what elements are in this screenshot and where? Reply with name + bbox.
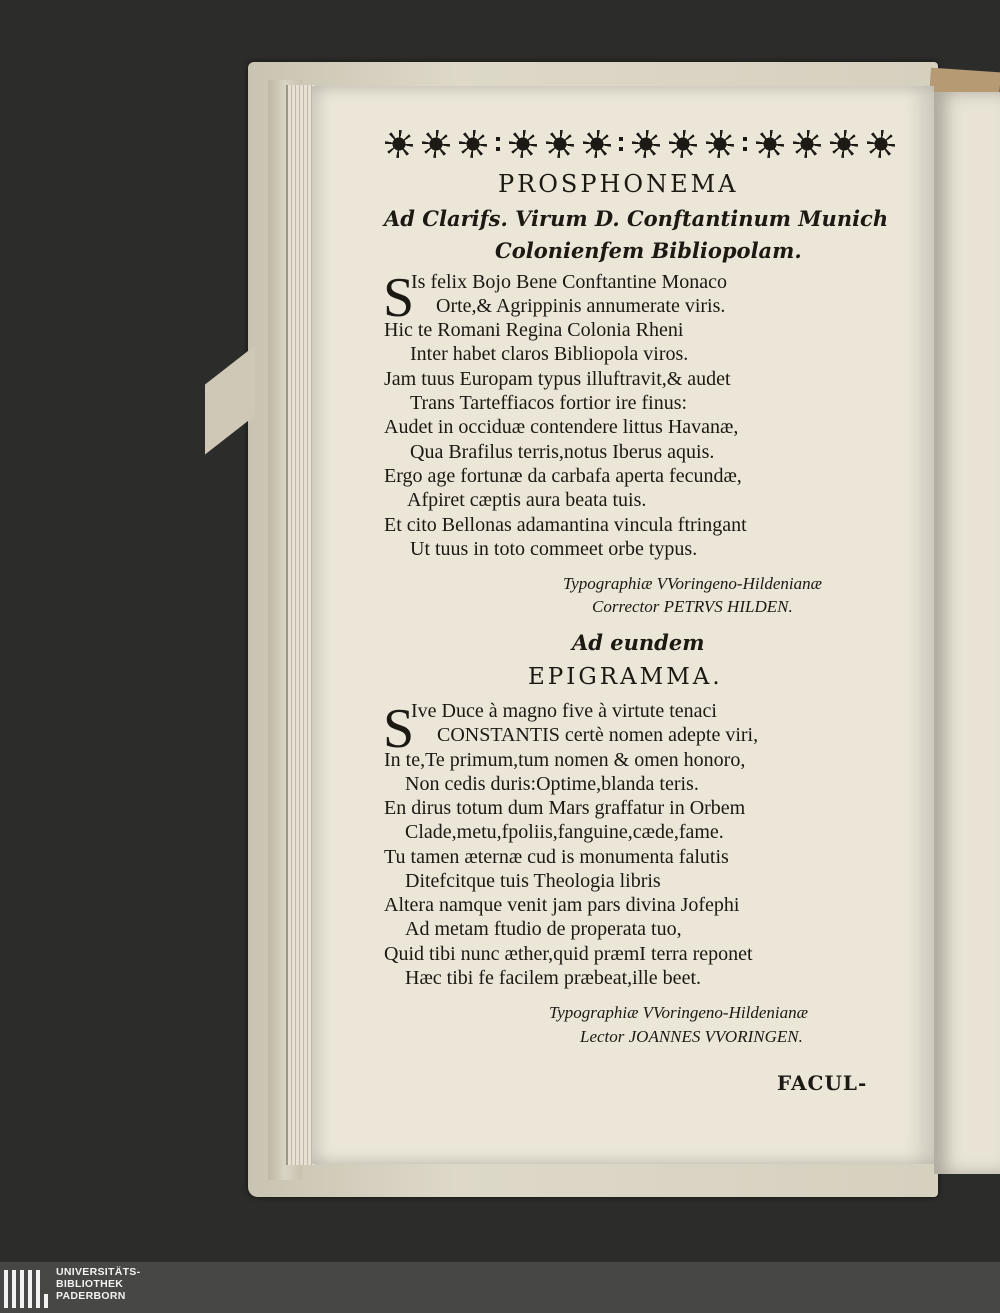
ornament-band (385, 127, 895, 161)
verse-line: Et cito Bellonas adamantina vincula ftringant (384, 514, 747, 536)
verse-line: Quid tibi nunc æther,quid præmI terra reponet (384, 943, 753, 965)
verse-line: Ut tuus in toto commeet orbe typus. (410, 538, 698, 560)
fleuron-icon (546, 130, 574, 158)
signature-line: Typographiæ VVoringeno-Hildenianæ (549, 1003, 808, 1022)
library-logo-icon (4, 1268, 48, 1308)
verse-line: Ergo age fortunæ da carbafa aperta fecundæ, (384, 465, 742, 487)
dedication-line: Ad Clarifs. Virum D. Conftantinum Munich (384, 206, 889, 231)
verse-line: Trans Tarteffiacos fortior ire finus: (410, 392, 688, 414)
institution-line: UNIVERSITÄTS- (56, 1266, 141, 1278)
facing-page (934, 92, 1000, 1174)
colon-ornament-icon (743, 137, 747, 151)
verse-line: Tu tamen æternæ cud is monumenta falutis (384, 846, 729, 868)
verse-line: Hæc tibi fe facilem præbeat,ille beet. (405, 967, 701, 989)
verse-line: Ad metam ftudio de properata tuo, (405, 918, 682, 940)
fleuron-icon (756, 130, 784, 158)
fleuron-icon (830, 130, 858, 158)
fleuron-icon (706, 130, 734, 158)
catchword: FACUL- (777, 1071, 868, 1095)
fleuron-icon (459, 130, 487, 158)
footer-bar (0, 1262, 1000, 1313)
verse-line: Jam tuus Europam typus illuftravit,& audet (384, 368, 731, 390)
signature-line: Corrector PETRVS HILDEN. (592, 597, 793, 616)
verse-line: Qua Brafilus terris,notus Iberus aquis. (410, 441, 715, 463)
verse-line: Ditefcitque tuis Theologia libris (405, 870, 661, 892)
signature-line: Lector JOANNES VVORINGEN. (580, 1027, 803, 1046)
verse-line: In te,Te primum,tum nomen & omen honoro, (384, 749, 746, 771)
fleuron-icon (385, 130, 413, 158)
verse-line: En dirus totum dum Mars graffatur in Orbem (384, 797, 746, 819)
verse-line: Non cedis duris:Optime,blanda teris. (405, 773, 699, 795)
signature-line: Typographiæ VVoringeno-Hildenianæ (563, 574, 822, 593)
drop-cap: S (383, 267, 415, 329)
verse-line: Orte,& Agrippinis annumerate viris. (436, 295, 726, 317)
drop-cap: S (383, 698, 415, 760)
verse-line: Audet in occiduæ contendere littus Havanæ, (384, 416, 739, 438)
verse-line: Is felix Bojo Bene Conftantine Monaco (411, 271, 728, 293)
institution-line: PADERBORN (56, 1290, 126, 1302)
fleuron-icon (632, 130, 660, 158)
section-title: EPIGRAMMA. (528, 664, 723, 690)
dedication-line: Colonienfem Bibliopolam. (495, 238, 802, 263)
fleuron-icon (583, 130, 611, 158)
fleuron-icon (793, 130, 821, 158)
verse-line: CONSTANTIS certè nomen adepte viri, (437, 724, 759, 746)
fleuron-icon (422, 130, 450, 158)
institution-name (56, 1266, 140, 1302)
verse-line: Clade,metu,fpoliis,fanguine,cæde,fame. (405, 821, 724, 843)
verse-line: Inter habet claros Bibliopola viros. (410, 343, 689, 365)
section-heading: Ad eundem (572, 630, 705, 655)
fleuron-icon (509, 130, 537, 158)
page-title: PROSPHONEMA (498, 170, 739, 198)
institution-line: BIBLIOTHEK (56, 1278, 124, 1290)
verse-line: Afpiret cæptis aura beata tuis. (407, 489, 647, 511)
colon-ornament-icon (496, 137, 500, 151)
fleuron-icon (669, 130, 697, 158)
verse-line: Ive Duce à magno five à virtute tenaci (411, 700, 717, 722)
verse-line: Altera namque venit jam pars divina Jofephi (384, 894, 740, 916)
colon-ornament-icon (619, 137, 623, 151)
fleuron-icon (867, 130, 895, 158)
verse-line: Hic te Romani Regina Colonia Rheni (384, 319, 684, 341)
